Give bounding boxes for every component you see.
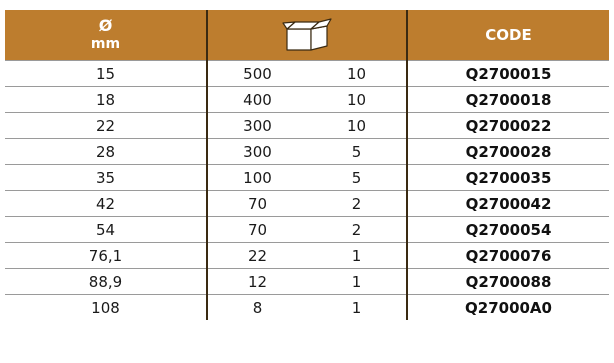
diameter-cell: 88,9 bbox=[5, 269, 207, 295]
code-cell: Q27000A0 bbox=[465, 298, 552, 317]
code-cell: Q2700022 bbox=[407, 113, 609, 139]
quantity-a-cell: 70 bbox=[207, 217, 307, 243]
table-header bbox=[5, 10, 609, 61]
quantity-b-cell: 1 bbox=[307, 295, 407, 321]
table-row bbox=[5, 217, 609, 243]
product-table bbox=[5, 10, 609, 320]
code-cell: Q2700035 bbox=[407, 165, 609, 191]
diameter-cell: 15 bbox=[5, 61, 207, 87]
diameter-header bbox=[5, 10, 207, 61]
table-row bbox=[5, 61, 609, 87]
quantity-a-cell: 70 bbox=[207, 191, 307, 217]
quantity-a-cell: 22 bbox=[207, 243, 307, 269]
quantity-b-cell: 10 bbox=[307, 87, 407, 113]
diameter-unit: mm bbox=[90, 36, 121, 52]
diameter-cell: 42 bbox=[5, 191, 207, 217]
quantity-b-cell: 2 bbox=[307, 217, 407, 243]
quantity-b-cell: 5 bbox=[307, 139, 407, 165]
code-cell: Q2700076 bbox=[407, 243, 609, 269]
quantity-a-cell: 400 bbox=[207, 87, 307, 113]
diameter-cell: 108 bbox=[5, 295, 207, 321]
quantity-a-cell: 500 bbox=[207, 61, 307, 87]
diameter-cell: 28 bbox=[5, 139, 207, 165]
quantity-a-cell: 300 bbox=[207, 139, 307, 165]
diameter-cell: 76,1 bbox=[5, 243, 207, 269]
diameter-cell: 18 bbox=[5, 87, 207, 113]
table-row bbox=[5, 295, 609, 321]
code-cell: Q2700018 bbox=[407, 87, 609, 113]
table-row bbox=[5, 87, 609, 113]
table-row bbox=[5, 269, 609, 295]
quantity-b-cell: 2 bbox=[307, 191, 407, 217]
diameter-cell: 35 bbox=[5, 165, 207, 191]
table-row bbox=[5, 243, 609, 269]
quantity-a-cell: 8 bbox=[252, 298, 263, 317]
code-header: CODE bbox=[407, 10, 609, 61]
table-row bbox=[5, 139, 609, 165]
header-row bbox=[5, 10, 609, 61]
quantity-a-cell: 12 bbox=[207, 269, 307, 295]
quantity-b-cell: 10 bbox=[307, 61, 407, 87]
diameter-symbol: Ø bbox=[98, 16, 113, 35]
quantity-b-cell: 5 bbox=[307, 165, 407, 191]
code-cell: Q2700042 bbox=[407, 191, 609, 217]
quantity-b-cell: 10 bbox=[307, 113, 407, 139]
diameter-cell: 54 bbox=[5, 217, 207, 243]
quantity-b-cell: 1 bbox=[307, 269, 407, 295]
code-cell: Q2700088 bbox=[407, 269, 609, 295]
table-row bbox=[5, 113, 609, 139]
code-cell: Q2700028 bbox=[407, 139, 609, 165]
code-cell: Q2700054 bbox=[407, 217, 609, 243]
packaging-header bbox=[207, 10, 407, 61]
quantity-b-cell: 1 bbox=[307, 243, 407, 269]
quantity-a-cell: 300 bbox=[207, 113, 307, 139]
code-cell: Q2700015 bbox=[407, 61, 609, 87]
table-row bbox=[5, 191, 609, 217]
quantity-a-cell: 100 bbox=[207, 165, 307, 191]
box-icon bbox=[281, 18, 333, 52]
table-row bbox=[5, 165, 609, 191]
diameter-cell: 22 bbox=[5, 113, 207, 139]
table-body bbox=[5, 61, 609, 321]
